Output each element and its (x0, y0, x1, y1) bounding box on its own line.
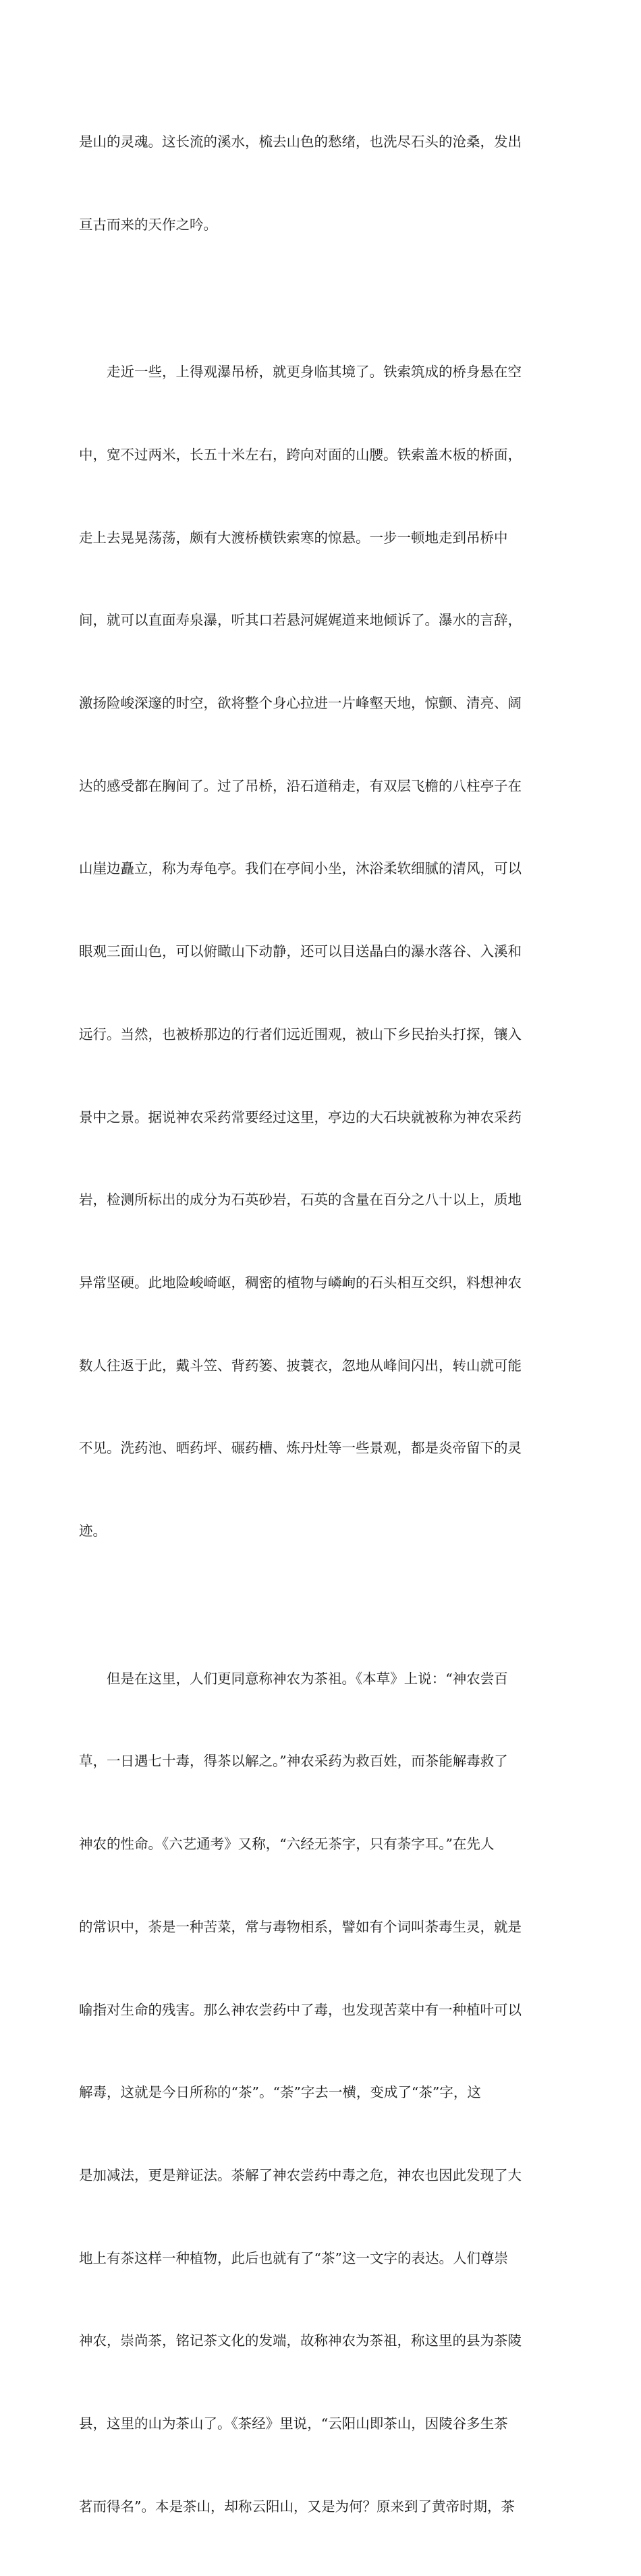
text-line: 是加减法，更是辩证法。茶解了神农尝药中毒之危，神农也因此发现了大 (79, 2166, 522, 2183)
text-line: 走近一些，上得观瀑吊桥，就更身临其境了。铁索筑成的桥身悬在空 (79, 364, 522, 381)
text-line: 不见。洗药池、晒药坪、碾药槽、炼丹灶等一些景观，都是炎帝留下的灵 (79, 1440, 522, 1457)
text-line: 迹。 (79, 1523, 107, 1540)
text-line: 岩，检测所标出的成分为石英砂岩，石英的含量在百分之八十以上，质地 (79, 1192, 522, 1208)
text-line: 解毒，这就是今日所称的“茶”。“荼”字去一横，变成了“茶”字，这 (79, 2084, 481, 2101)
text-line: 激扬险峻深邃的时空，欲将整个身心拉进一片峰壑天地，惊颤、清亮、阔 (79, 694, 522, 711)
text-line: 间，就可以直面寿泉瀑，听其口若悬河娓娓道来地倾诉了。瀑水的言辞， (79, 612, 522, 629)
paragraph-2 (79, 303, 562, 1600)
paragraph-1 (79, 73, 562, 293)
text-line: 眼观三面山色，可以俯瞰山下动静，还可以目送晶白的瀑水落谷、入溪和 (79, 943, 522, 960)
text-line: 异常坚硬。此地险峻崎岖，稠密的植物与嶙峋的石头相互交织，料想神农 (79, 1274, 522, 1291)
text-line: 神农，崇尚茶，铭记茶文化的发端，故称神农为茶祖，称这里的县为茶陵 (79, 2332, 522, 2349)
text-line: 的常识中，荼是一种苦菜，常与毒物相系，譬如有个词叫荼毒生灵，就是 (79, 1918, 522, 1935)
text-line: 草，一日遇七十毒，得茶以解之。”神农采药为救百姓，而茶能解毒救了 (79, 1753, 508, 1770)
text-line: 远行。当然，也被桥那边的行者们远近围观，被山下乡民抬头打探，镶入 (79, 1026, 522, 1042)
text-line: 神农的性命。《六艺通考》又称，“六经无茶字，只有荼字耳。”在先人 (79, 1836, 495, 1853)
text-line: 但是在这里，人们更同意称神农为茶祖。《本草》上说：“神农尝百 (79, 1670, 508, 1687)
text-line: 茗而得名”。本是茶山，却称云阳山，又是为何？原来到了黄帝时期，茶 (79, 2498, 515, 2515)
article-body (79, 73, 562, 2576)
text-line: 县，这里的山为茶山了。《茶经》里说，“云阳山即茶山，因陵谷多生茶 (79, 2415, 508, 2432)
text-line: 山崖边矗立，称为寿龟亭。我们在亭间小坐，沐浴柔软细腻的清风，可以 (79, 860, 522, 877)
text-line: 亘古而来的天作之吟。 (79, 216, 217, 233)
paragraph-3 (79, 1610, 562, 2576)
text-line: 走上去晃晃荡荡，颇有大渡桥横铁索寒的惊悬。一步一顿地走到吊桥中 (79, 529, 508, 546)
text-line: 是山的灵魂。这长流的溪水，梳去山色的愁绪，也洗尽石头的沧桑，发出 (79, 133, 522, 150)
text-line: 数人往返于此，戴斗笠、背药篓、披蓑衣，忽地从峰间闪出，转山就可能 (79, 1357, 522, 1374)
text-line: 达的感受都在胸间了。过了吊桥，沿石道稍走，有双层飞檐的八柱亭子在 (79, 777, 522, 794)
text-line: 地上有茶这样一种植物，此后也就有了“茶”这一文字的表达。人们尊崇 (79, 2249, 508, 2266)
text-line: 喻指对生命的残害。那么神农尝药中了毒，也发现苦菜中有一种植叶可以 (79, 2001, 522, 2018)
text-line: 中，宽不过两米，长五十米左右，跨向对面的山腰。铁索盖木板的桥面， (79, 446, 522, 463)
text-line: 景中之景。据说神农采药常要经过这里，亭边的大石块就被称为神农采药 (79, 1109, 522, 1125)
